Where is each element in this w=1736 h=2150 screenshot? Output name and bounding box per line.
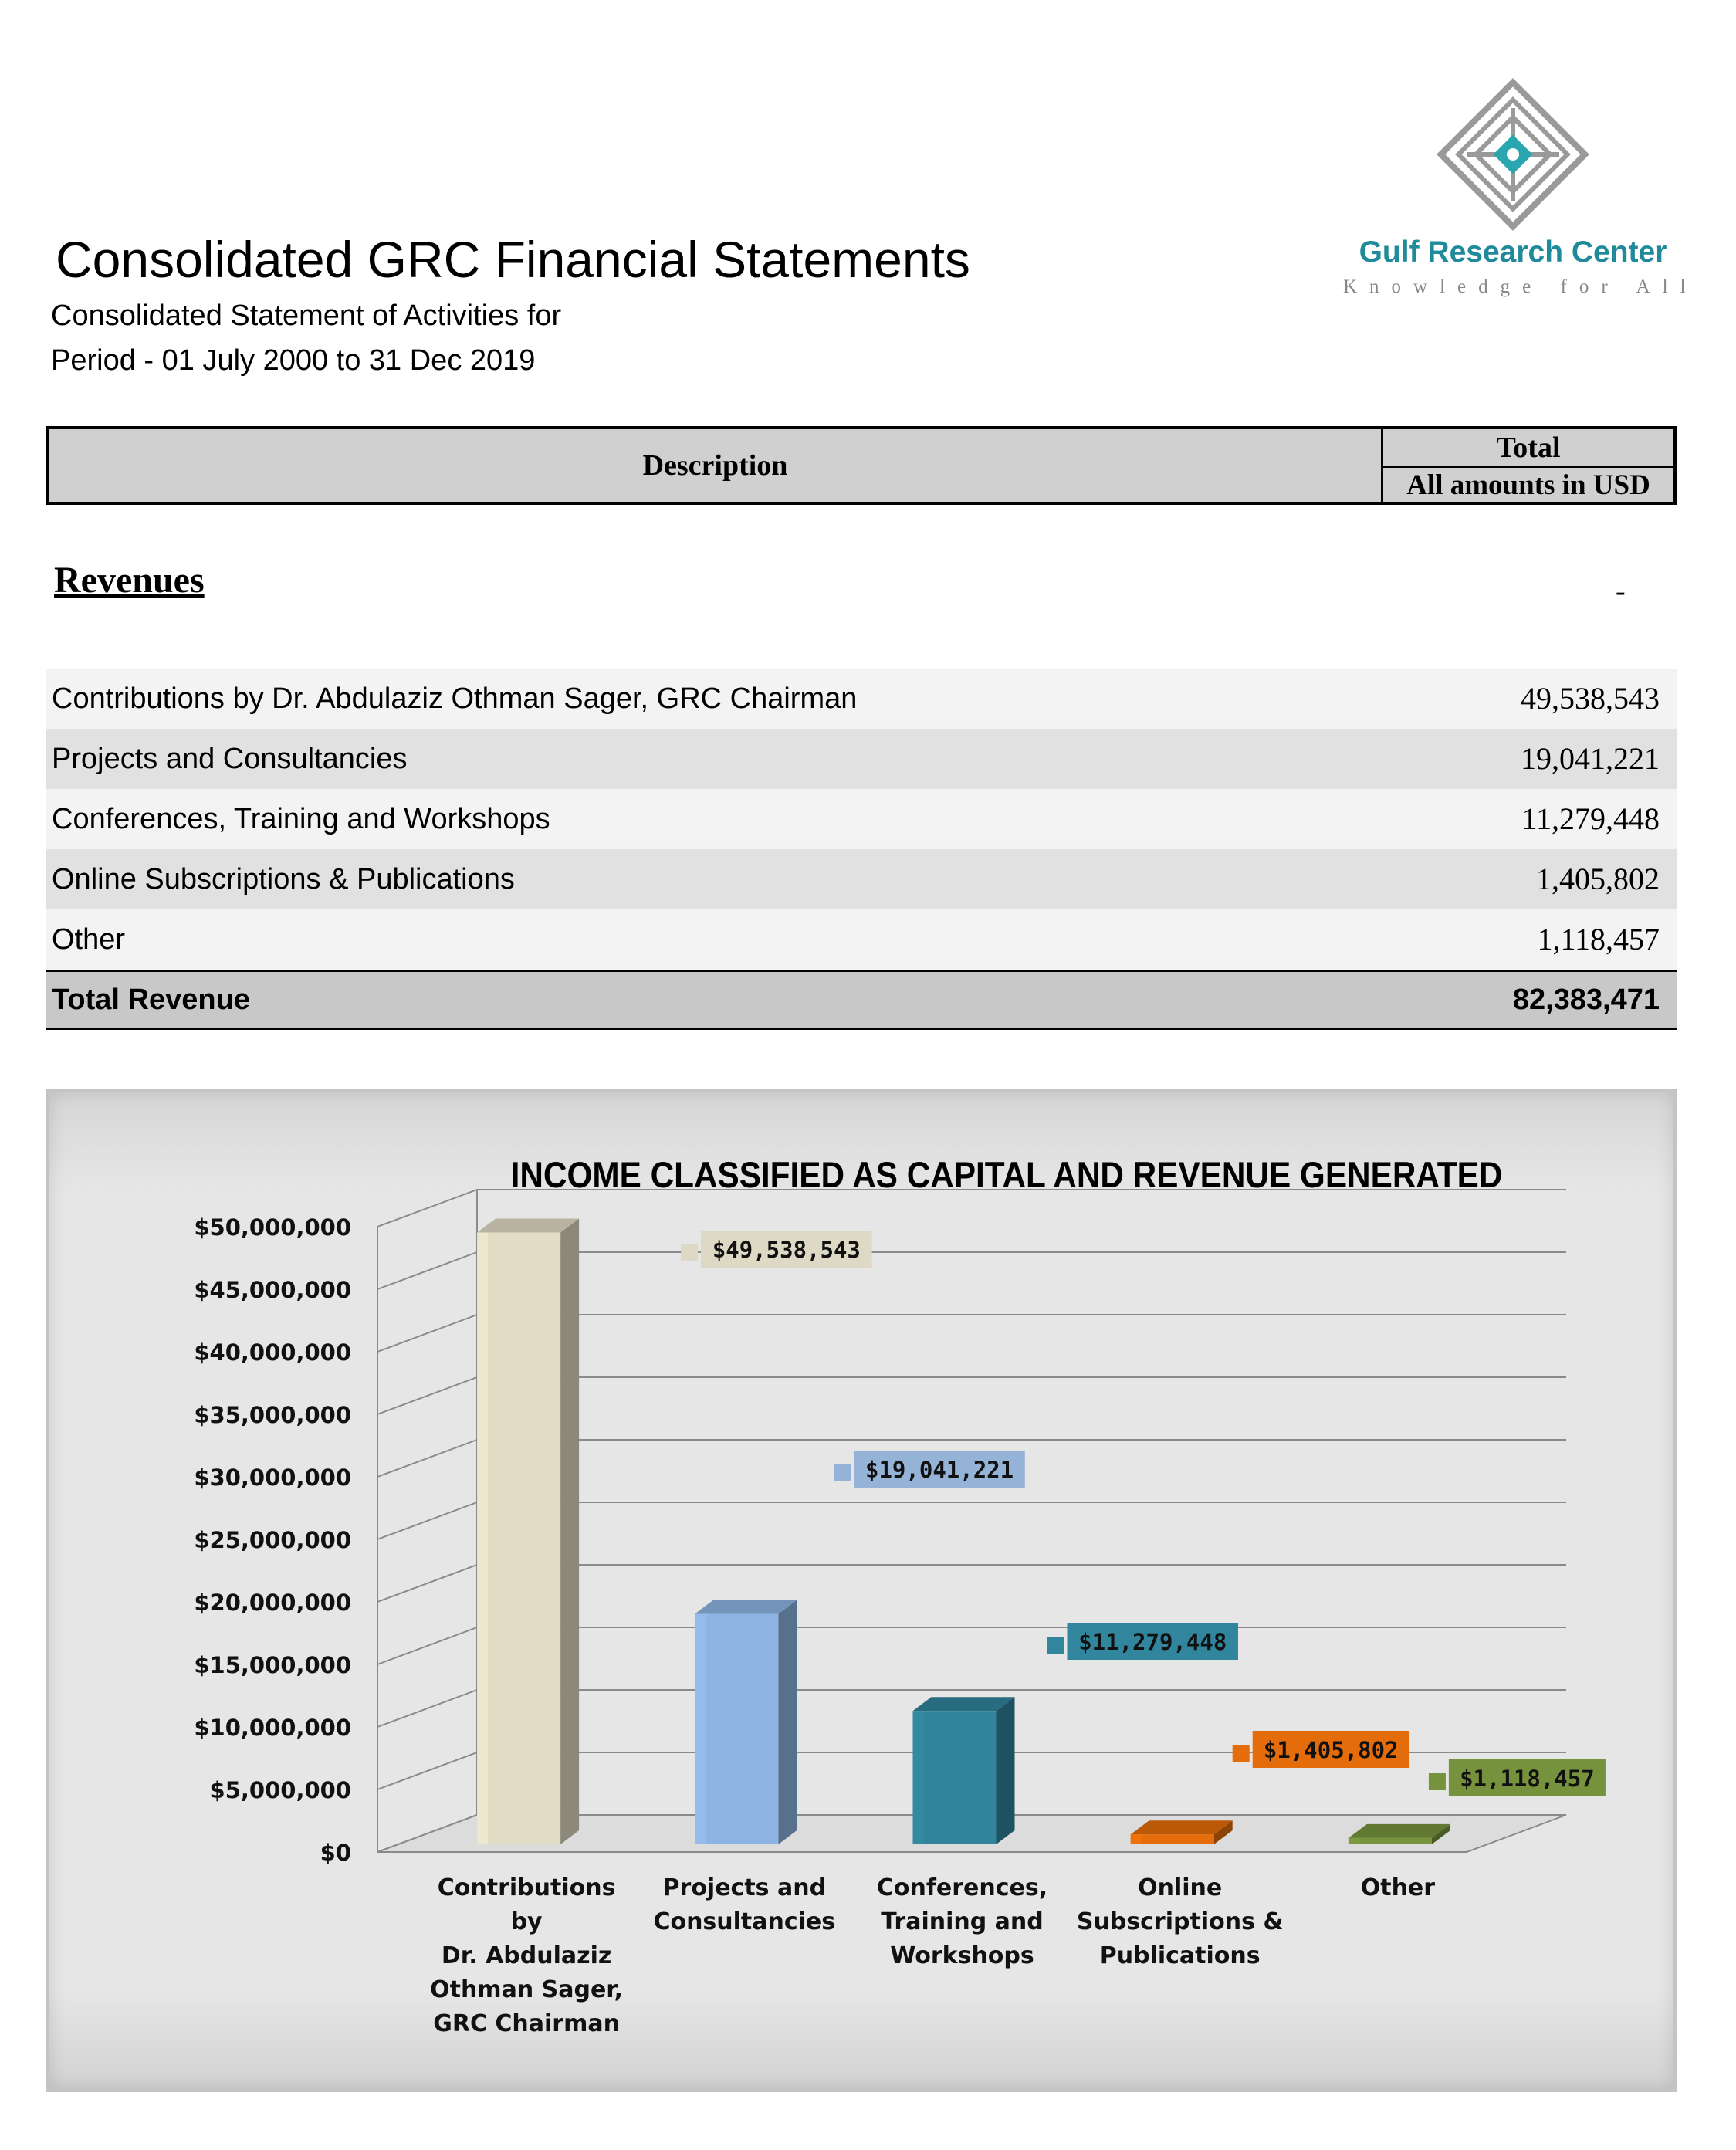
gridline-side (377, 1690, 477, 1727)
x-tick-label-line: Consultancies (653, 1908, 836, 1935)
x-tick-label-line: Contributions by (437, 1874, 616, 1935)
table-row (46, 669, 1677, 729)
table-row (46, 789, 1677, 849)
y-tick-label: $35,000,000 (194, 1402, 351, 1428)
table-row (46, 909, 1677, 970)
description-header: Description (49, 429, 1383, 502)
x-tick-label-line: GRC Chairman (433, 2010, 620, 2037)
data-label: $49,538,543 (712, 1237, 861, 1263)
bar-highlight (913, 1711, 924, 1844)
row-value: 19,041,221 (1521, 741, 1660, 776)
y-tick-label: $25,000,000 (194, 1527, 351, 1553)
table-row (46, 729, 1677, 789)
gridline-side (377, 1565, 477, 1602)
y-tick-label: $20,000,000 (194, 1590, 351, 1616)
x-tick-label-line: Online (1138, 1874, 1223, 1901)
data-label: $1,405,802 (1263, 1737, 1399, 1763)
row-label: Conferences, Training and Workshops (52, 803, 550, 835)
row-value: 1,118,457 (1537, 922, 1660, 956)
total-label: Total Revenue (52, 984, 250, 1016)
y-tick-label: $15,000,000 (194, 1652, 351, 1678)
bar-highlight (477, 1232, 488, 1844)
x-tick-label-line: Workshops (890, 1942, 1034, 1969)
x-tick-label-line: Training and (881, 1908, 1044, 1935)
data-label-marker (834, 1464, 851, 1481)
row-label: Contributions by Dr. Abdulaziz Othman Sager, GRC Chairman (52, 682, 858, 715)
data-label: $1,118,457 (1460, 1766, 1595, 1792)
data-label: $19,041,221 (865, 1457, 1014, 1483)
income-chart (46, 1089, 1677, 2092)
bar-side (560, 1218, 579, 1844)
bar-highlight (1131, 1834, 1142, 1844)
data-label-marker (1233, 1745, 1250, 1762)
row-value: 49,538,543 (1521, 681, 1660, 716)
revenue-rows (46, 669, 1677, 970)
bar-highlight (695, 1614, 706, 1844)
statement-period: Period - 01 July 2000 to 31 Dec 2019 (51, 344, 536, 377)
x-tick-label (854, 1871, 1071, 1973)
y-tick-label: $45,000,000 (194, 1277, 351, 1303)
y-tick-label: $5,000,000 (209, 1777, 351, 1803)
gridline-side (377, 1315, 477, 1352)
table-row (46, 849, 1677, 909)
data-label: $11,279,448 (1078, 1629, 1227, 1655)
bar (1131, 1834, 1214, 1844)
x-tick-label-line: Subscriptions & (1076, 1908, 1284, 1935)
bar-side (997, 1697, 1015, 1844)
gridline-side (377, 1377, 477, 1414)
data-label-marker (681, 1244, 698, 1261)
bar (913, 1711, 997, 1844)
y-tick-label: $50,000,000 (194, 1214, 351, 1241)
row-label: Online Subscriptions & Publications (52, 863, 515, 896)
units-header: All amounts in USD (1406, 469, 1650, 501)
page-title: Consolidated GRC Financial Statements (56, 231, 970, 288)
x-tick-label-line: Dr. Abdulaziz (441, 1942, 612, 1969)
total-revenue-row (46, 970, 1677, 1030)
gridline-side (377, 1440, 477, 1477)
row-label: Other (52, 923, 126, 956)
bar-side (778, 1600, 797, 1844)
y-tick-label: $10,000,000 (194, 1715, 351, 1741)
x-tick-label (1290, 1871, 1506, 1905)
chart-title: INCOME CLASSIFIED AS CAPITAL AND REVENUE GENERATED (510, 1154, 1503, 1195)
logo-tagline: Knowledge for All (1343, 276, 1698, 297)
y-tick-label: $0 (320, 1840, 351, 1866)
x-tick-label-line: Othman Sager, (430, 1976, 624, 2003)
data-label-marker (1429, 1773, 1446, 1790)
x-tick-label-line: Conferences, (876, 1874, 1048, 1901)
gridline-side (377, 1252, 477, 1289)
row-label: Projects and Consultancies (52, 743, 408, 775)
section-value: - (1616, 575, 1626, 608)
row-value: 1,405,802 (1536, 862, 1660, 896)
data-label-marker (1047, 1637, 1064, 1654)
gridline-side (377, 1752, 477, 1789)
gulf-research-center-logo (1343, 77, 1714, 309)
total-value: 82,383,471 (1512, 984, 1660, 1016)
row-value: 11,279,448 (1521, 801, 1660, 836)
gridline-side (377, 1627, 477, 1664)
logo-name: Gulf Research Center (1359, 235, 1667, 269)
logo-mark-icon (1343, 77, 1683, 232)
x-tick-label (1072, 1871, 1288, 1973)
bar (695, 1614, 778, 1844)
x-tick-label-line: Publications (1099, 1942, 1261, 1969)
total-header: Total (1383, 429, 1673, 468)
section-title-revenues: Revenues (54, 560, 205, 601)
x-tick-label-line: Other (1360, 1874, 1436, 1901)
y-tick-label: $30,000,000 (194, 1464, 351, 1491)
bar-highlight (1349, 1838, 1359, 1844)
table-header (46, 426, 1677, 505)
y-tick-label: $40,000,000 (194, 1339, 351, 1366)
x-tick-label (418, 1871, 635, 2041)
statement-subtitle: Consolidated Statement of Activities for (51, 300, 562, 332)
gridline-side (377, 1502, 477, 1539)
x-tick-label-line: Projects and (662, 1874, 827, 1901)
bar (1349, 1838, 1432, 1844)
x-tick-label (636, 1871, 852, 1939)
bar (477, 1232, 560, 1844)
